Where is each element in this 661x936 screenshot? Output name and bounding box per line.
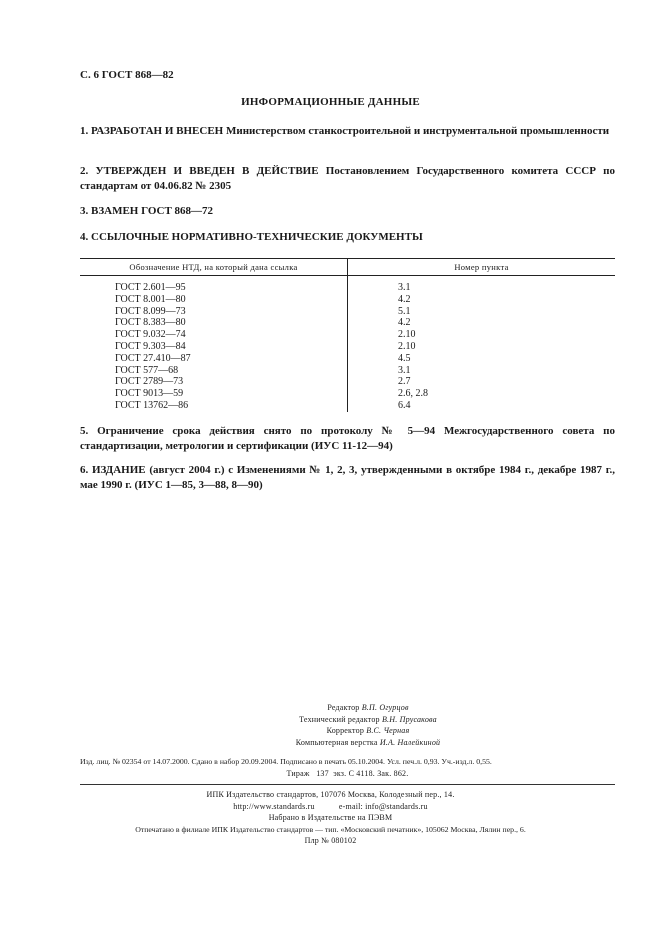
info-item-5 bbox=[80, 424, 615, 454]
document-cell: ГОСТ 9.303—84 bbox=[80, 341, 348, 353]
item-text: (август 2004 г.) с Изменениями № 1, 2, 3, утвержденными в октябре 1984 г., декабре 1987 г., мае 1990 г. (ИУС 1—85, 3—88, 8—90) bbox=[80, 464, 616, 491]
info-item-4 bbox=[80, 230, 615, 245]
table-header-row bbox=[80, 259, 615, 276]
credit-name: В.Н. Прусакова bbox=[381, 714, 437, 724]
item-lead: УТВЕРЖДЕН И ВВЕДЕН В ДЕЙСТВИЕ bbox=[95, 165, 319, 177]
divider bbox=[80, 784, 615, 785]
credit-layout bbox=[0, 737, 661, 749]
credit-tech-editor bbox=[0, 714, 661, 726]
section-title: ИНФОРМАЦИОННЫЕ ДАННЫЕ bbox=[241, 96, 420, 108]
credit-role: Редактор bbox=[327, 703, 360, 712]
table-row bbox=[80, 388, 615, 400]
table-row bbox=[80, 341, 615, 353]
column-header-paragraph: Номер пункта bbox=[348, 259, 616, 276]
credit-role: Компьютерная верстка bbox=[295, 737, 378, 747]
paragraph-cell: 2.6, 2.8 bbox=[398, 388, 428, 400]
item-lead: ВЗАМЕН ГОСТ 868—72 bbox=[91, 205, 214, 217]
credit-name: В.С. Черная bbox=[366, 726, 410, 735]
reference-documents-table bbox=[80, 258, 615, 412]
item-lead: РАЗРАБОТАН И ВНЕСЕН bbox=[91, 125, 224, 137]
table-row bbox=[80, 317, 615, 329]
document-cell: ГОСТ 577—68 bbox=[80, 365, 348, 377]
credits-block bbox=[0, 702, 661, 748]
credit-editor bbox=[0, 702, 661, 714]
info-item-6 bbox=[80, 463, 615, 493]
item-lead: ИЗДАНИЕ bbox=[91, 464, 146, 476]
paragraph-cell: 4.2 bbox=[398, 317, 411, 329]
document-cell: ГОСТ 13762—86 bbox=[80, 400, 348, 412]
credit-corrector bbox=[0, 725, 661, 737]
info-item-2 bbox=[80, 164, 615, 194]
publisher-line: Отпечатано в филиале ИПК Издательство стандартов — тип. «Московский печатник», 105062 Москва, Лялин пер., 6. bbox=[135, 824, 526, 834]
paragraph-cell: 2.10 bbox=[398, 340, 416, 352]
item-number: 5. bbox=[80, 425, 89, 437]
table-row bbox=[80, 365, 615, 377]
paragraph-cell: 3.1 bbox=[398, 282, 411, 293]
document-cell: ГОСТ 9013—59 bbox=[80, 388, 348, 400]
document-cell: ГОСТ 8.099—73 bbox=[80, 306, 348, 318]
document-cell: ГОСТ 8.001—80 bbox=[80, 294, 348, 306]
info-item-1 bbox=[80, 124, 615, 139]
document-cell: ГОСТ 8.383—80 bbox=[80, 317, 348, 329]
paragraph-cell: 4.2 bbox=[398, 293, 411, 305]
credit-role: Корректор bbox=[326, 726, 365, 735]
document-cell: ГОСТ 2.601—95 bbox=[80, 276, 348, 294]
paragraph-cell: 2.10 bbox=[398, 329, 416, 341]
print-info-block bbox=[80, 756, 615, 779]
credit-name: И.А. Налейкиной bbox=[379, 737, 441, 747]
document-cell: ГОСТ 27.410—87 bbox=[80, 353, 348, 365]
paragraph-cell: 3.1 bbox=[398, 364, 411, 376]
item-number: 2. bbox=[80, 165, 89, 177]
item-number: 3. bbox=[80, 205, 89, 217]
item-number: 6. bbox=[80, 464, 89, 476]
paragraph-cell: 4.5 bbox=[398, 352, 411, 364]
table-row bbox=[80, 329, 615, 341]
document-cell: ГОСТ 9.032—74 bbox=[80, 329, 348, 341]
item-text: Министерством станкостроительной и инструментальной промышленности bbox=[223, 125, 610, 137]
column-header-document: Обозначение НТД, на который дана ссылка bbox=[80, 259, 348, 276]
table-row bbox=[80, 306, 615, 318]
item-text: Постановлением Государственного комитета СССР по стандартам от 04.06.82 № 2305 bbox=[80, 165, 616, 192]
publisher-line: Набрано в Издательстве на ПЭВМ bbox=[268, 813, 393, 822]
publisher-contacts: http://www.standards.ru e-mail: info@standards.ru bbox=[233, 801, 428, 811]
info-item-3 bbox=[80, 204, 615, 219]
paragraph-cell: 5.1 bbox=[398, 305, 411, 317]
print-info-line: Изд. лиц. № 02354 от 14.07.2000. Сдано в набор 20.09.2004. Подписано в печать 05.10.2004. Усл. печ.л. 0,93. Уч.-изд.л. 0,55. bbox=[80, 757, 492, 766]
paragraph-cell: 2.7 bbox=[398, 376, 411, 388]
item-text: Ограничение срока действия снято по протоколу № 5—94 Межгосударственного совета по стандартизации, метрологии и сертификации (ИУС 11-12—94) bbox=[80, 425, 615, 452]
table-row bbox=[80, 353, 615, 365]
page-header: С. 6 ГОСТ 868—82 bbox=[80, 69, 174, 81]
paragraph-cell: 6.4 bbox=[398, 399, 411, 411]
item-number: 1. bbox=[80, 125, 89, 137]
credit-name: В.П. Огурцов bbox=[361, 703, 409, 712]
document-cell: ГОСТ 2789—73 bbox=[80, 376, 348, 388]
table-row bbox=[80, 276, 615, 294]
table-row bbox=[80, 376, 615, 388]
credit-role: Технический редактор bbox=[299, 714, 380, 724]
print-info-line: Тираж 137 экз. С 4118. Зак. 862. bbox=[286, 768, 409, 778]
item-number: 4. bbox=[80, 231, 89, 243]
table-row bbox=[80, 294, 615, 306]
publisher-line: ИПК Издательство стандартов, 107076 Москва, Колодезный пер., 14. bbox=[206, 790, 455, 799]
publisher-block bbox=[0, 789, 661, 847]
table-row bbox=[80, 400, 615, 412]
item-lead: ССЫЛОЧНЫЕ НОРМАТИВНО-ТЕХНИЧЕСКИЕ ДОКУМЕНТЫ bbox=[91, 231, 423, 243]
publisher-line: Плр № 080102 bbox=[304, 836, 357, 845]
